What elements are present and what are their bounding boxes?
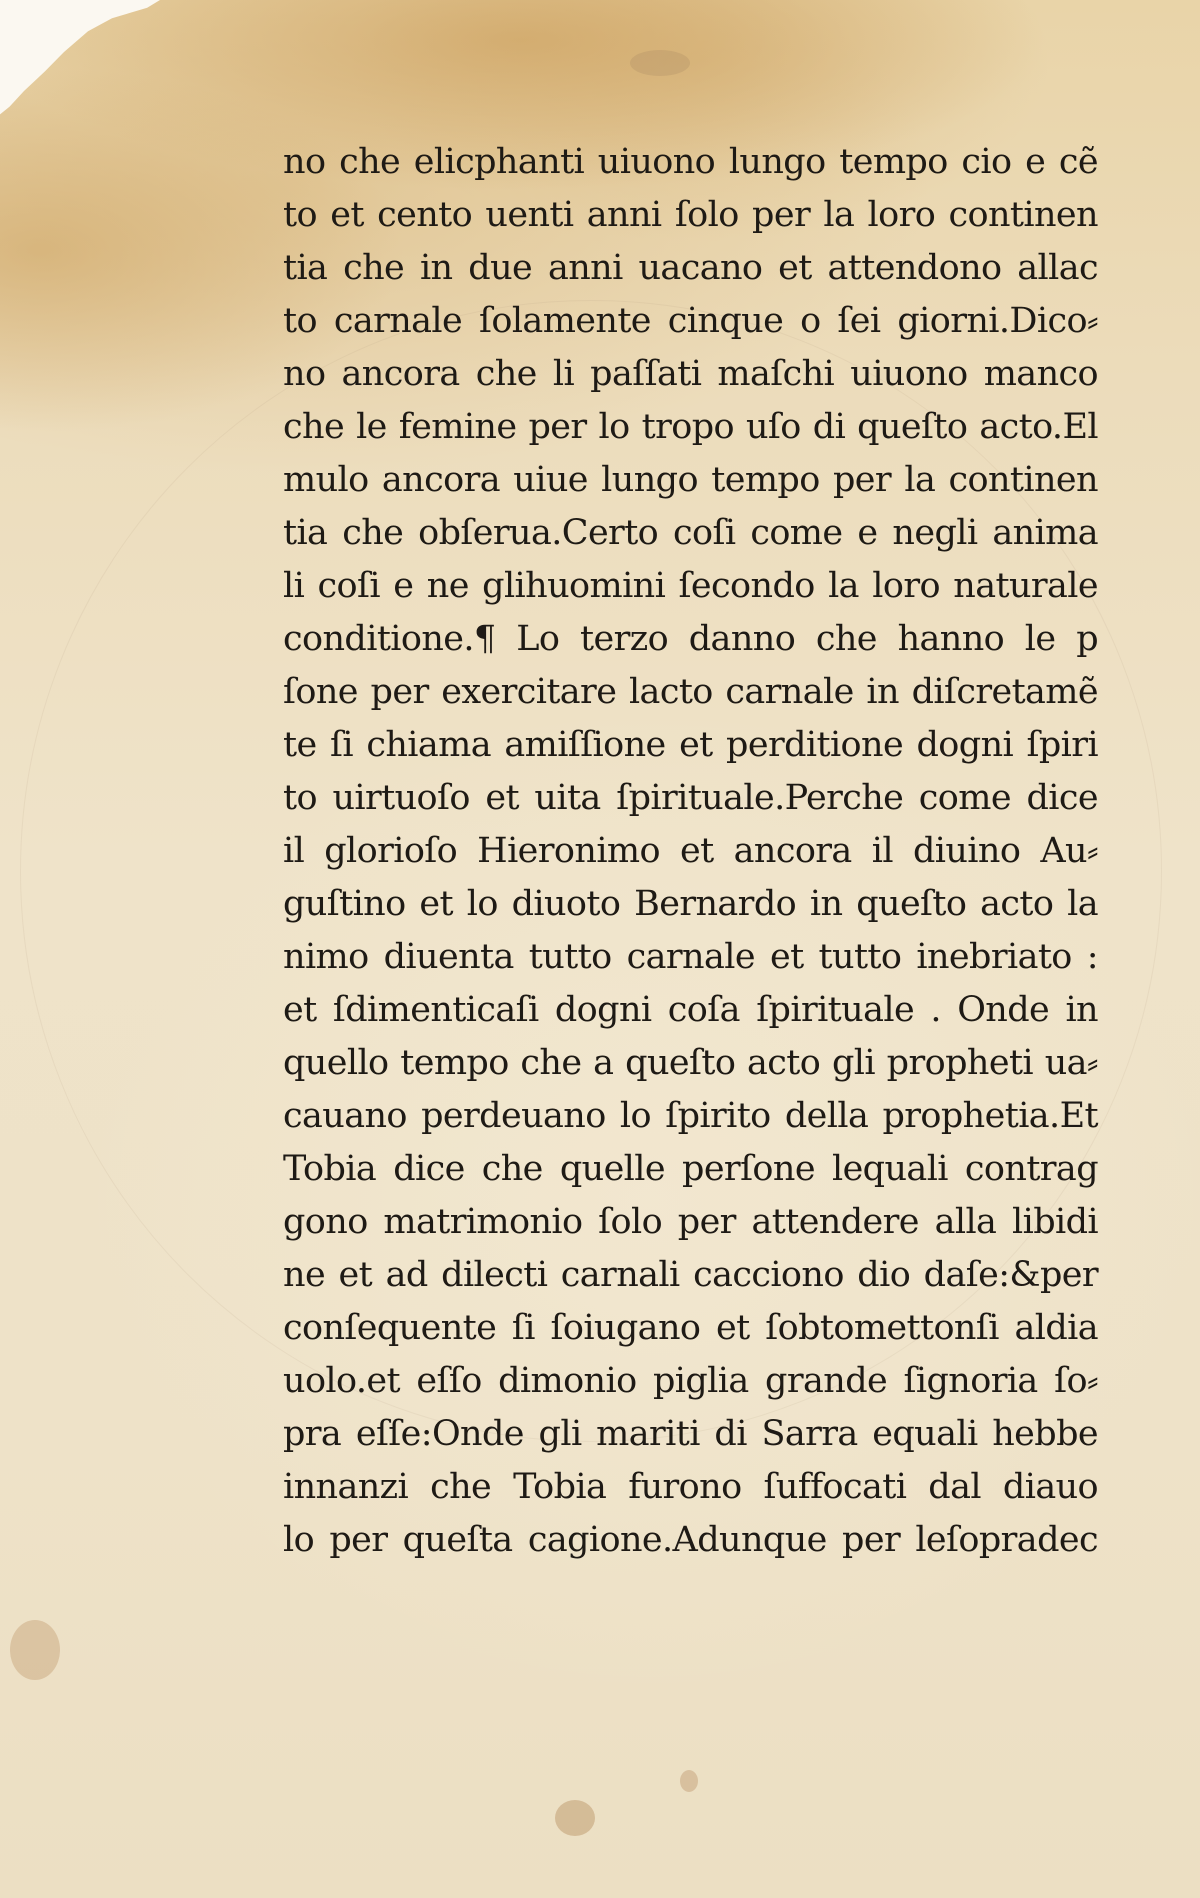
text-block bbox=[283, 136, 1098, 1567]
text-line: tia che in due anni uacano et attendono allac bbox=[283, 248, 1098, 288]
text-line: innanzi che Tobia furono ſuffocati dal diauo bbox=[283, 1467, 1098, 1507]
torn-paper-corner bbox=[0, 0, 160, 130]
text-line: tia che obſerua.Certo coſi come e negli anima bbox=[283, 513, 1098, 553]
text-line: ſone per exercitare lacto carnale in diſcretamẽ bbox=[283, 672, 1098, 712]
foxing-spot bbox=[10, 1620, 60, 1680]
text-line: to et cento uenti anni ſolo per la loro continen bbox=[283, 195, 1098, 235]
text-line: li coſi e ne glihuomini ſecondo la loro naturale bbox=[283, 566, 1098, 606]
text-line: lo per queſta cagione.Adunque per leſopradec bbox=[283, 1520, 1098, 1560]
ink-blot bbox=[630, 50, 690, 76]
text-line: te ſi chiama amiſſione et perditione dogni ſpiri bbox=[283, 725, 1098, 765]
text-line: che le femine per lo tropo uſo di queſto acto.El bbox=[283, 407, 1098, 447]
text-line: et ſdimenticaſi dogni coſa ſpirituale . Onde in bbox=[283, 990, 1098, 1030]
foxing-spot bbox=[680, 1770, 698, 1792]
text-line: mulo ancora uiue lungo tempo per la continen bbox=[283, 460, 1098, 500]
text-line: to carnale ſolamente cinque o ſei giorni.Dico⸗ bbox=[283, 301, 1098, 341]
text-line: Tobia dice che quelle perſone lequali contrag bbox=[283, 1149, 1098, 1189]
text-line: il glorioſo Hieronimo et ancora il diuino Au⸗ bbox=[283, 831, 1098, 871]
text-line: to uirtuoſo et uita ſpirituale.Perche come dice bbox=[283, 778, 1098, 818]
text-line: gono matrimonio ſolo per attendere alla libidi bbox=[283, 1202, 1098, 1242]
text-line: nimo diuenta tutto carnale et tutto inebriato : bbox=[283, 937, 1098, 977]
text-line: pra eſſe:Onde gli mariti di Sarra equali hebbe bbox=[283, 1414, 1098, 1454]
text-line: uolo.et eſſo dimonio piglia grande ſignoria ſo⸗ bbox=[283, 1361, 1098, 1401]
text-line: conditione.¶ Lo terzo danno che hanno le p bbox=[283, 619, 1098, 659]
text-line: no che elicphanti uiuono lungo tempo cio e cẽ bbox=[283, 142, 1098, 182]
foxing-spot bbox=[555, 1800, 595, 1836]
text-line: conſequente ſi ſoiugano et ſobtomettonſi aldia bbox=[283, 1308, 1098, 1348]
text-line: quello tempo che a queſto acto gli propheti ua⸗ bbox=[283, 1043, 1098, 1083]
text-line: cauano perdeuano lo ſpirito della prophetia.Et bbox=[283, 1096, 1098, 1136]
text-line: no ancora che li paſſati maſchi uiuono manco bbox=[283, 354, 1098, 394]
text-line: ne et ad dilecti carnali cacciono dio daſe:&per bbox=[283, 1255, 1098, 1295]
text-line: guſtino et lo diuoto Bernardo in queſto acto la bbox=[283, 884, 1098, 924]
